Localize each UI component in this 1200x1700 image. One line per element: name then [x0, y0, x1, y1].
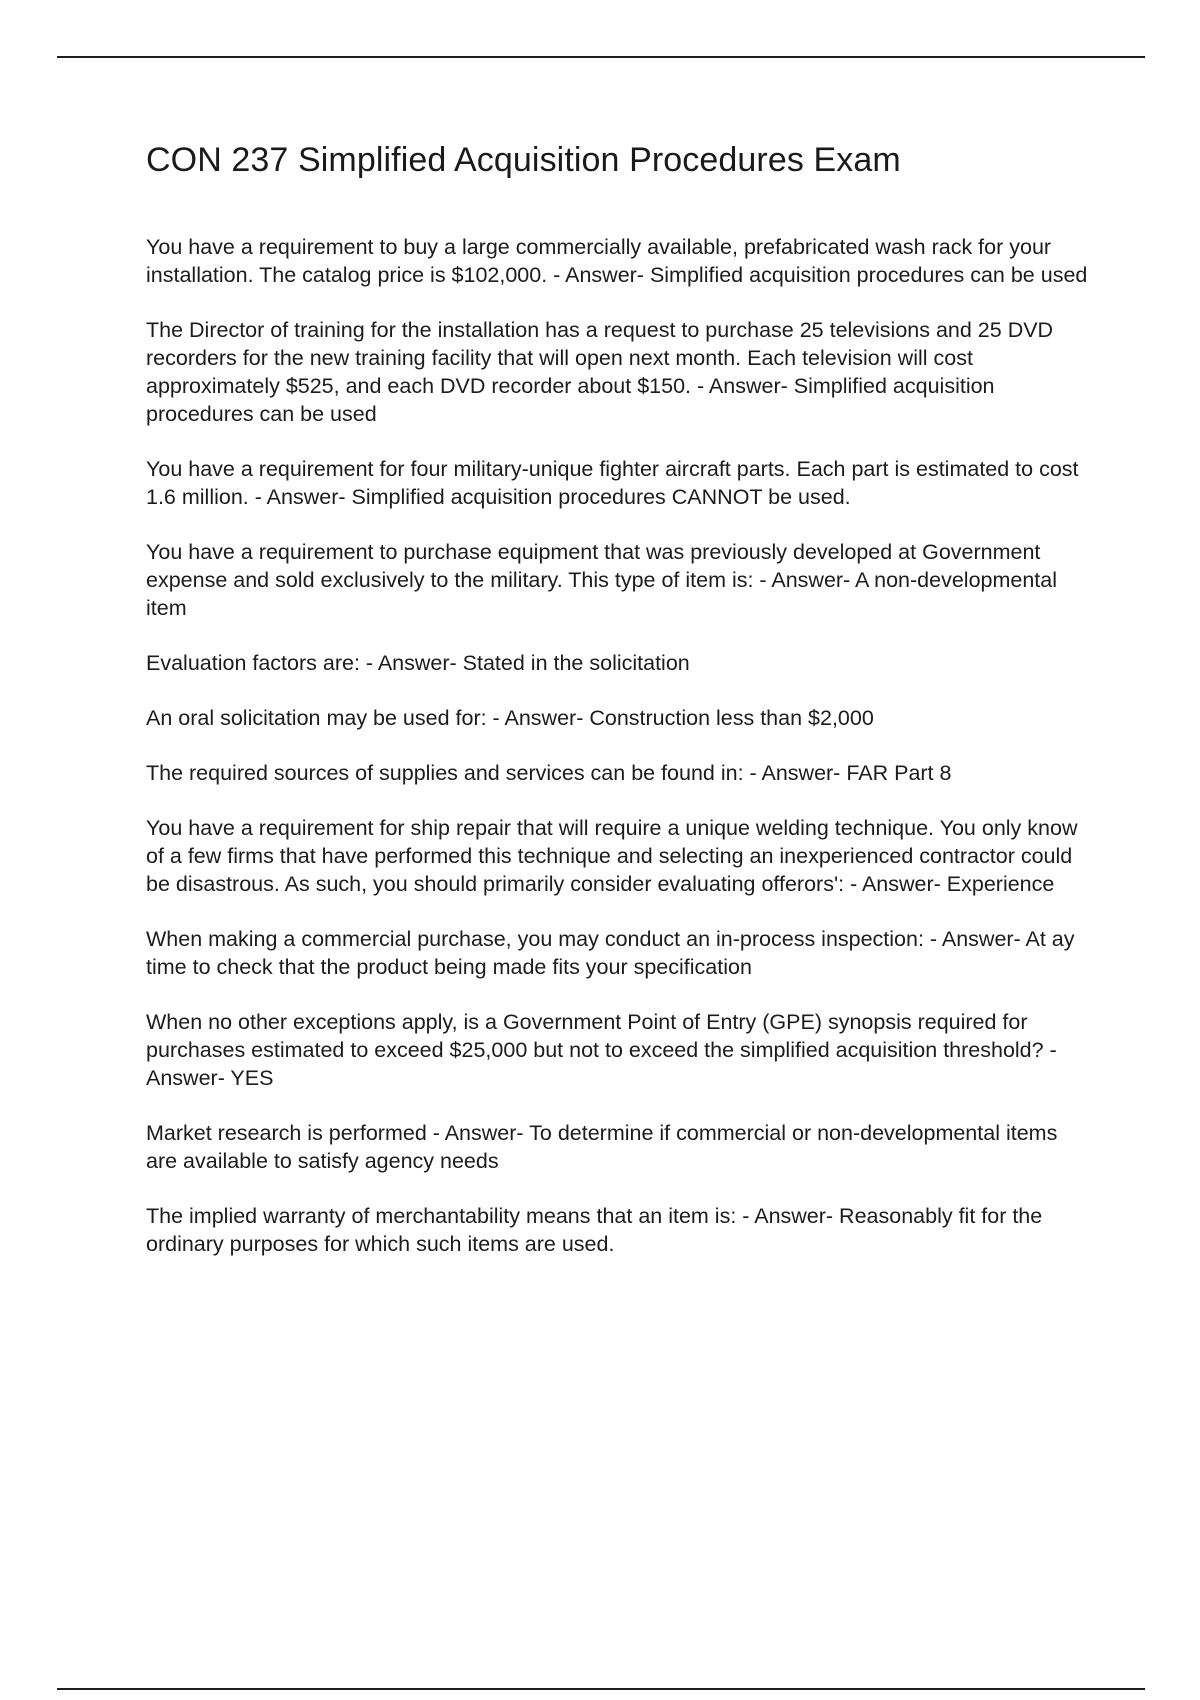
- document-body: [146, 140, 1090, 1285]
- qa-item: The implied warranty of merchantability means that an item is: - Answer- Reasonably fit for the ordinary purposes for which such items are used.: [146, 1204, 1043, 1256]
- qa-item: You have a requirement to purchase equipment that was previously developed at Government expense and sold exclusively to the military. This type of item is: - Answer- A non-developmental item: [146, 540, 1058, 620]
- qa-item: You have a requirement for ship repair that will require a unique welding technique. You only know of a few firms that have performed this technique and selecting an inexperienced contractor could be disastrous. As such, you should primarily consider evaluating offerors': - Answer- Experience: [146, 816, 1078, 896]
- qa-item: Market research is performed - Answer- To determine if commercial or non-developmental items are available to satisfy agency needs: [146, 1121, 1058, 1173]
- qa-item: When no other exceptions apply, is a Government Point of Entry (GPE) synopsis required for purchases estimated to exceed $25,000 but not to exceed the simplified acquisition threshold? - Answer- YES: [146, 1010, 1057, 1090]
- qa-item: The required sources of supplies and services can be found in: - Answer- FAR Part 8: [146, 761, 952, 785]
- qa-item: You have a requirement to buy a large commercially available, prefabricated wash rack for your installation. The catalog price is $102,000. - Answer- Simplified acquisition procedures can be used: [146, 235, 1088, 287]
- qa-item: When making a commercial purchase, you may conduct an in-process inspection: - Answer- At ay time to check that the product being made fits your specification: [146, 927, 1075, 979]
- bottom-rule: [57, 1688, 1145, 1690]
- qa-item: The Director of training for the installation has a request to purchase 25 televisions and 25 DVD recorders for the new training facility that will open next month. Each television will cost approximately $525, and each DVD recorder about $150. - Answer- Simplified acquisition procedures can be used: [146, 318, 1054, 426]
- qa-item: Evaluation factors are: - Answer- Stated in the solicitation: [146, 651, 690, 675]
- qa-item: You have a requirement for four military-unique fighter aircraft parts. Each part is estimated to cost 1.6 million. - Answer- Simplified acquisition procedures CANNOT be used.: [146, 457, 1079, 509]
- top-rule: [57, 56, 1145, 58]
- qa-list: [146, 233, 1090, 1258]
- page-title: CON 237 Simplified Acquisition Procedures Exam: [146, 141, 901, 179]
- qa-item: An oral solicitation may be used for: - Answer- Construction less than $2,000: [146, 706, 874, 730]
